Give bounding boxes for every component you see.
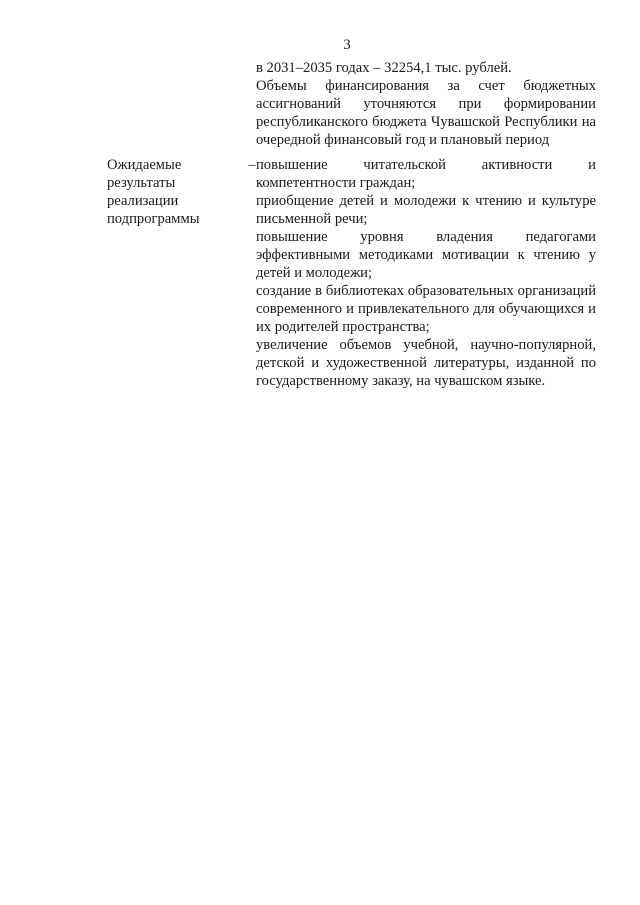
page-number: 3 [343,37,351,53]
separator-dash: – [248,157,256,173]
result-item: создание в библиотеках образовательных организаций современного и привлекательного для обучающихся и их родителей пространства; [256,283,596,335]
funding-period-amount: в 2031–2035 годах – 32254,1 тыс. рублей. [256,60,512,76]
funding-note: Объемы финансирования за счет бюджетных ассигнований уточняются при формировании республиканского бюджета Чувашской Республики на очередной финансовый год и плановый период [256,78,596,148]
result-item: повышение уровня владения педагогами эффективными методиками мотивации к чтению у детей и молодежи; [256,229,596,281]
result-item: приобщение детей и молодежи к чтению и культуре письменной речи; [256,193,596,227]
funding-section [256,59,596,149]
expected-results-list [256,156,596,390]
expected-results-label: Ожидаемые результаты реализации подпрограммы [107,157,200,227]
result-item: увеличение объемов учебной, научно-популярной, детской и художественной литературы, изданной по государственному заказу, на чувашском языке. [256,337,596,389]
result-item: повышение читательской активности и компетентности граждан; [256,157,596,191]
